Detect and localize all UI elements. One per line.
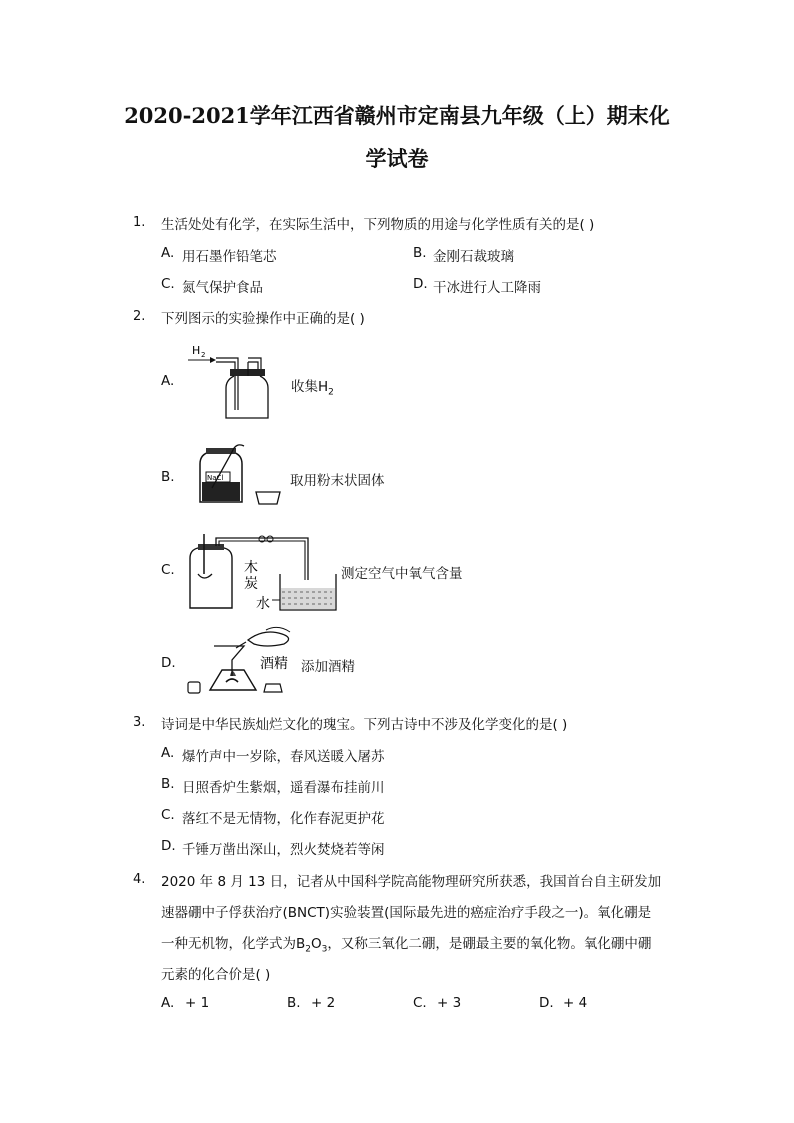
option-label: D. — [413, 276, 428, 292]
option-label: B. — [413, 245, 427, 261]
option-text: 日照香炉生紫烟，遥看瀑布挂前川 — [182, 780, 385, 796]
powder-bottle-figure — [192, 440, 287, 506]
question-stem-line: 速器硼中子俘获治疗(BNCT)实验装置(国际最先进的癌症治疗手段之一)。氧化硼是 — [161, 905, 652, 921]
option-label: C. — [161, 807, 175, 823]
option-label: A. — [161, 995, 175, 1011]
option-text: 落红不是无情物，化作春泥更护花 — [182, 811, 385, 827]
option-label: D. — [161, 655, 176, 671]
page-title: 2020-2021学年江西省赣州市定南县九年级（上）期末化 — [124, 103, 670, 128]
option-text: + 3 — [437, 995, 462, 1011]
option-text: 测定空气中氧气含量 — [341, 566, 463, 582]
question-number: 1. — [133, 215, 146, 230]
option-text: 添加酒精 — [301, 659, 355, 675]
option-text: + 4 — [563, 995, 588, 1011]
option-label: B. — [287, 995, 301, 1011]
question-stem: 下列图示的实验操作中正确的是( ) — [161, 311, 365, 327]
gas-label: H — [192, 344, 201, 357]
page-title-line2: 学试卷 — [365, 146, 429, 171]
option-label: D. — [539, 995, 554, 1011]
charcoal-label-2: 炭 — [244, 576, 258, 592]
oxygen-measurement-apparatus-figure — [184, 530, 339, 615]
option-label: A. — [161, 245, 175, 261]
gas-subscript: 2 — [201, 351, 206, 359]
question-stem: 生活处处有化学，在实际生活中，下列物质的用途与化学性质有关的是( ) — [161, 217, 595, 233]
water-label: 水 — [256, 596, 270, 612]
option-text: 收集$H_2$ — [291, 379, 334, 398]
question-stem-line: 2020 年 8 月 13 日，记者从中国科学院高能物理研究所获悉，我国首台自主研发加 — [161, 874, 662, 890]
option-text: 用石墨作铅笔芯 — [182, 249, 277, 265]
question-stem: 诗词是中华民族灿烂文化的瑰宝。下列古诗中不涉及化学变化的是( ) — [161, 717, 568, 733]
question-stem-line: 一种无机物，化学式为$B_2O_3$，又称三氧化二硼，是硼最主要的氧化物。氧化硼中硼 — [161, 936, 652, 955]
option-text: 取用粉末状固体 — [290, 473, 385, 489]
charcoal-label-1: 木 — [244, 560, 258, 576]
option-label: C. — [161, 276, 175, 292]
question-number: 4. — [133, 872, 146, 887]
option-text: 干冰进行人工降雨 — [433, 280, 541, 296]
bottle-label: NaCl — [207, 474, 224, 482]
option-label: B. — [161, 469, 175, 485]
question-number: 2. — [133, 309, 146, 324]
option-label: C. — [161, 562, 175, 578]
option-label: D. — [161, 838, 176, 854]
option-text: 金刚石裁玻璃 — [433, 249, 514, 265]
question-stem-line: 元素的化合价是( ) — [161, 967, 271, 983]
option-text: 爆竹声中一岁除，春风送暖入屠苏 — [182, 749, 385, 765]
alcohol-lamp-refill-figure — [186, 626, 301, 696]
option-text: 氮气保护食品 — [182, 280, 263, 296]
option-label: B. — [161, 776, 175, 792]
option-label: A. — [161, 373, 175, 389]
option-text: 千锤万凿出深山，烈火焚烧若等闲 — [182, 842, 385, 858]
question-number: 3. — [133, 715, 146, 730]
option-label: C. — [413, 995, 427, 1011]
alcohol-label: 酒精 — [260, 656, 288, 672]
option-text: + 1 — [185, 995, 210, 1011]
option-label: A. — [161, 745, 175, 761]
option-text: + 2 — [311, 995, 336, 1011]
gas-collection-bottle-figure — [186, 340, 276, 422]
